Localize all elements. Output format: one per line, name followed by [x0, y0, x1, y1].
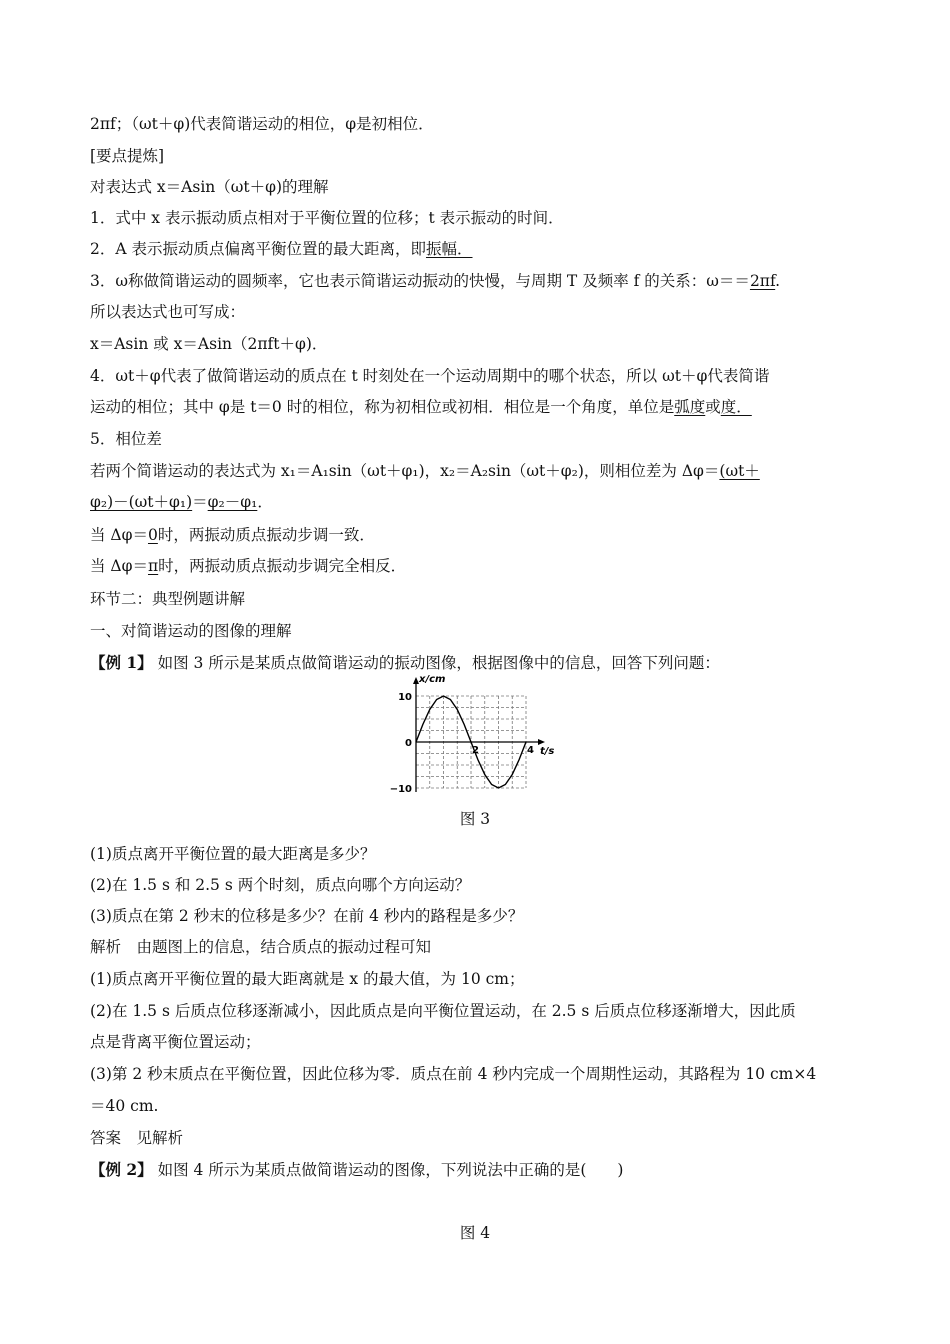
x-tick-label: 2: [472, 745, 479, 756]
blank-answer: 0: [147, 526, 158, 544]
example-heading: [90, 652, 870, 674]
blank-answer: (ωt＋: [719, 462, 760, 480]
text-span: ．: [257, 493, 273, 511]
solution-line: 点是背离平衡位置运动；: [90, 1033, 261, 1051]
sine-chart: [380, 672, 555, 800]
text-span: 当 Δφ＝: [90, 557, 148, 575]
y-tick-label: 0: [405, 738, 412, 749]
text-line: 4．ωt＋φ代表了做简谐运动的质点在 t 时刻处在一个运动周期中的哪个状态，所以 ωt＋φ代表简谐: [90, 367, 770, 385]
solution-line: (2)在 1.5 s 后质点位移逐渐减小，因此质点是向平衡位置运动，在 2.5 s 后质点位移逐渐增大，因此质: [90, 1002, 796, 1020]
text-span: ＝: [192, 493, 208, 511]
text-span: 3．ω称做简谐运动的圆频率，它也表示简谐运动振动的快慢，与周期 T 及频率 f 的关系：ω＝＝: [90, 272, 750, 290]
text-line: 2πf；（ωt＋φ)代表简谐运动的相位，φ是初相位．: [90, 115, 434, 133]
text-span: 如图 3 所示是某质点做简谐运动的振动图像，根据图像中的信息，回答下列问题：: [157, 654, 720, 672]
y-tick-label: 10: [398, 692, 412, 703]
text-span: 如图 4 所示为某质点做简谐运动的图像，下列说法中正确的是( ): [157, 1161, 624, 1179]
text-line: 5．相位差: [90, 430, 162, 448]
section-heading: 环节二：典型例题讲解: [90, 590, 246, 608]
x-tick-label: 4: [527, 745, 534, 756]
blank-answer: π: [147, 557, 159, 575]
axes: [413, 677, 545, 792]
figure-caption: 图 3: [459, 810, 491, 828]
figure-caption: 图 4: [459, 1224, 491, 1242]
section-heading: 一、对简谐运动的图像的理解: [90, 622, 292, 640]
answer-line: 答案 见解析: [90, 1129, 184, 1147]
text-span: 时，两振动质点振动步调完全相反．: [158, 557, 407, 575]
example-heading: [90, 1159, 870, 1181]
text-line: [90, 555, 870, 577]
text-span: 或: [705, 398, 721, 416]
figure-3: [380, 672, 555, 800]
text-line: 1．式中 x 表示振动质点相对于平衡位置的位移；t 表示振动的时间．: [90, 209, 564, 227]
question-line: (2)在 1.5 s 和 2.5 s 两个时刻，质点向哪个方向运动？: [90, 876, 471, 894]
text-span: 2．A 表示振动质点偏离平衡位置的最大距离，即: [90, 240, 426, 258]
blank-answer: 振幅．: [425, 240, 473, 258]
text-line: 所以表达式也可写成：: [90, 303, 246, 321]
solution-line: ＝40 cm.: [90, 1097, 159, 1115]
text-span: 当 Δφ＝: [90, 526, 148, 544]
text-span: 若两个简谐运动的表达式为 x₁＝A₁sin（ωt＋φ₁)，x₂＝A₂sin（ωt＋φ₂)，则相位差为 Δφ＝: [90, 462, 720, 480]
text-line: 对表达式 x＝Asin（ωt＋φ)的理解: [90, 178, 329, 196]
solution-line: 解析 由题图上的信息，结合质点的振动过程可知: [90, 938, 432, 956]
section-heading: [要点提炼]: [90, 147, 165, 165]
text-span: 时，两振动质点振动步调一致．: [157, 526, 375, 544]
text-line: [90, 396, 870, 418]
example-label: 【例 1】: [90, 653, 153, 672]
text-line: [90, 524, 870, 546]
blank-answer: φ₂)－(ωt＋φ₁): [90, 493, 193, 511]
blank-answer: 2πf: [749, 272, 776, 290]
y-axis-label: x/cm: [419, 674, 446, 685]
blank-answer: φ₂－φ₁: [207, 493, 258, 511]
text-line: [90, 238, 870, 260]
blank-answer: 度．: [720, 398, 752, 416]
text-span: 运动的相位；其中 φ是 t＝0 时的相位，称为初相位或初相．相位是一个角度，单位是: [90, 398, 675, 416]
x-axis-arrow: [538, 739, 545, 745]
text-line: [90, 270, 870, 292]
text-line: [90, 491, 870, 513]
question-line: (3)质点在第 2 秒末的位移是多少？在前 4 秒内的路程是多少？: [90, 907, 524, 925]
solution-line: (3)第 2 秒末质点在平衡位置，因此位移为零．质点在前 4 秒内完成一个周期性运动，其路程为 10 cm×4: [90, 1065, 817, 1083]
text-line: x＝Asin 或 x＝Asin（2πft＋φ)．: [90, 335, 328, 353]
blank-answer: 弧度: [674, 398, 706, 416]
y-tick-label: −10: [389, 784, 412, 795]
question-line: (1)质点离开平衡位置的最大距离是多少？: [90, 845, 376, 863]
solution-line: (1)质点离开平衡位置的最大距离就是 x 的最大值，为 10 cm；: [90, 970, 525, 988]
x-axis-label: t/s: [540, 746, 555, 757]
text-line: [90, 460, 870, 482]
text-span: .: [775, 272, 781, 290]
example-label: 【例 2】: [90, 1160, 153, 1179]
